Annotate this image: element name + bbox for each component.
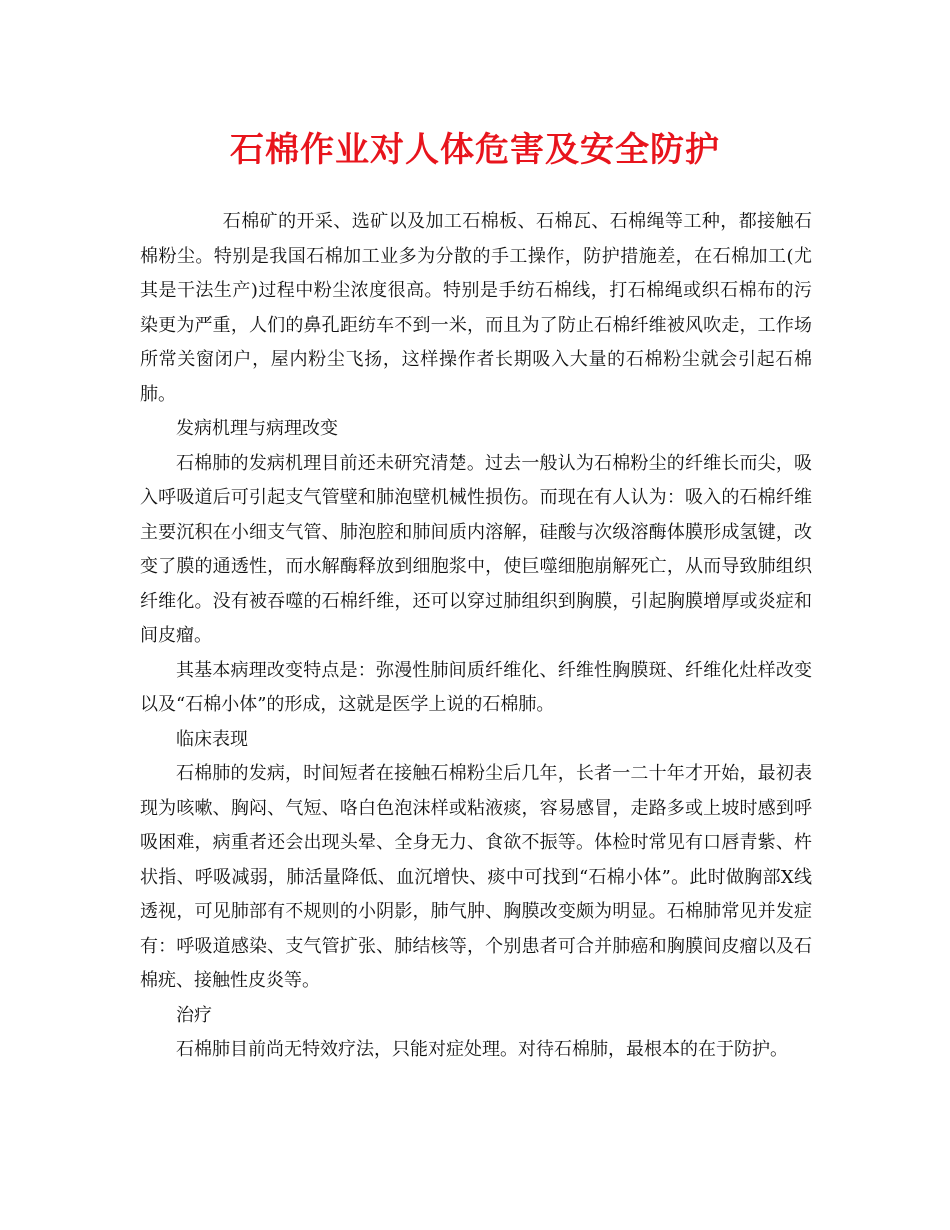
pathology-paragraph-1: 石棉肺的发病机理目前还未研究清楚。过去一般认为石棉粉尘的纤维长而尖，吸入呼吸道后可引起支气管壁和肺泡壁机械性损伤。而现在有人认为：吸入的石棉纤维主要沉积在小细支气管、肺泡腔和肺间质内溶解，硅酸与次级溶酶体膜形成氢键，改变了膜的通透性，而水解酶释放到细胞浆中，使巨噬细胞崩解死亡，从而导致肺组织纤维化。没有被吞噬的石棉纤维，还可以穿过肺组织到胸膜，引起胸膜增厚或炎症和间皮瘤。 <box>140 452 812 646</box>
intro-paragraph: 石棉矿的开采、选矿以及加工石棉板、石棉瓦、石棉绳等工种，都接触石棉粉尘。特别是我国石棉加工业多为分散的手工操作，防护措施差，在石棉加工(尤其是干法生产)过程中粉尘浓度很高。特别是手纺石棉线，打石棉绳或织石棉布的污染更为严重，人们的鼻孔距纺车不到一米，而且为了防止石棉纤维被风吹走，工作场所常关窗闭户，屋内粉尘飞扬，这样操作者长期吸入大量的石棉粉尘就会引起石棉肺。 <box>140 211 812 405</box>
pathology-paragraph-2: 其基本病理改变特点是：弥漫性肺间质纤维化、纤维性胸膜斑、纤维化灶样改变以及“石棉小体”的形成，这就是医学上说的石棉肺。 <box>140 659 812 715</box>
section-heading-pathology: 发病机理与病理改变 <box>176 418 338 439</box>
section-heading-clinical: 临床表现 <box>176 728 248 750</box>
document-title: 石棉作业对人体危害及安全防护 <box>230 130 720 170</box>
clinical-paragraph: 石棉肺的发病，时间短者在接触石棉粉尘后几年，长者一二十年才开始，最初表现为咳嗽、胸闷、气短、咯白色泡沫样或粘液痰，容易感冒，走路多或上坡时感到呼吸困难，病重者还会出现头晕、全身无力、食欲不振等。体检时常见有口唇青紫、杵状指、呼吸减弱，肺活量降低、血沉增快、痰中可找到“石棉小体”。此时做胸部X线透视，可见肺部有不规则的小阴影，肺气肿、胸膜改变颇为明显。石棉肺常见并发症有：呼吸道感染、支气管扩张、肺结核等，个别患者可合并肺癌和胸膜间皮瘤以及石棉疣、接触性皮炎等。 <box>140 763 812 991</box>
document-body <box>140 205 812 1068</box>
treatment-paragraph: 石棉肺目前尚无特效疗法，只能对症处理。对待石棉肺，最根本的在于防护。 <box>176 1039 788 1060</box>
section-heading-treatment: 治疗 <box>176 1004 212 1026</box>
